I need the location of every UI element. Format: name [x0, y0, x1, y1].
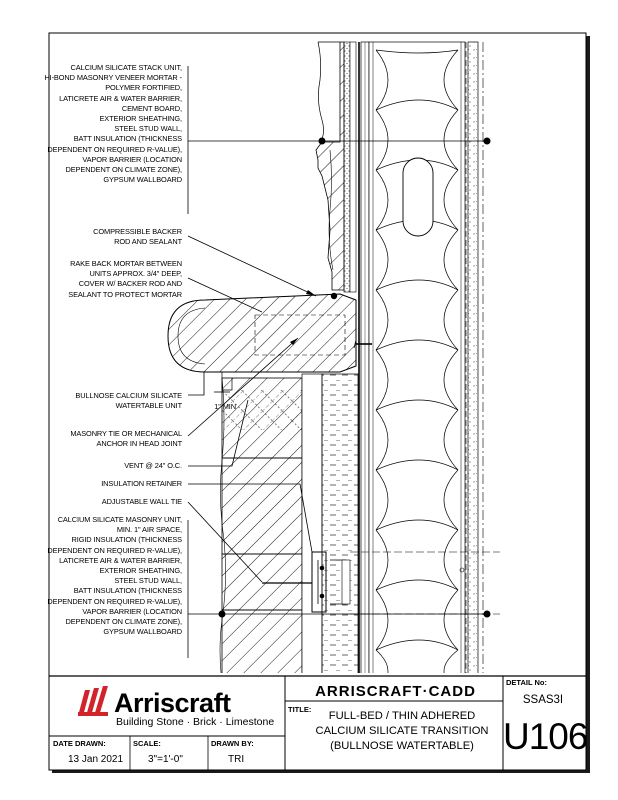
- cement-board-upper: [350, 42, 356, 292]
- note-vent: VENT @ 24" O.C.: [124, 461, 182, 470]
- rigid-insulation: [322, 374, 358, 682]
- company-title: ARRISCRAFT·CADD: [315, 683, 476, 700]
- date-value: 13 Jan 2021: [68, 754, 124, 765]
- brand-name: Arriscraft: [114, 688, 231, 718]
- note-top-assembly: CALCIUM SILICATE STACK UNIT, HI-BOND MASONRY VENEER MORTAR - POLYMER FORTIFIED, LATICRETE AIR & WATER BARRIER, CEMENT BOARD, EXTERIOR SHEATHING, STEEL STUD WALL, BATT INSULATION (THICKNESS DEPENDENT ON REQUIRED R-VALUE), VAPOR BARRIER (LOCATION DEPENDENT ON CLIMATE ZONE), GYPSUM WALLBOARD: [44, 63, 182, 185]
- gypsum-wallboard: [468, 42, 478, 682]
- drawn-by-label: DRAWN BY:: [211, 739, 254, 748]
- date-label: DATE DRAWN:: [53, 739, 106, 748]
- note-bottom-assembly: CALCIUM SILICATE MASONRY UNIT, MIN. 1" AIR SPACE, RIGID INSULATION (THICKNESS DEPENDENT ON REQUIRED R-VALUE), LATICRETE AIR & WATER BARRIER, EXTERIOR SHEATHING, STEEL STUD WALL, BATT INSULATION (THICKNESS DEPENDENT ON REQUIRED R-VALUE), VAPOR BARRIER (LOCATION DEPENDENT ON CLIMATE ZONE), GYPSUM WALLBOARD: [47, 515, 182, 637]
- note-bullnose: BULLNOSE CALCIUM SILICATE WATERTABLE UNIT: [75, 391, 182, 411]
- note-adjustable-tie: ADJUSTABLE WALL TIE: [101, 497, 182, 506]
- scale-label: SCALE:: [133, 739, 161, 748]
- note-backer-rod: COMPRESSIBLE BACKER ROD AND SEALANT: [93, 227, 182, 247]
- backer-rod: [331, 293, 337, 299]
- detail-label: DETAIL No:: [506, 678, 547, 687]
- lower-masonry-4: [222, 610, 302, 682]
- drawn-by-value: TRI: [228, 754, 245, 765]
- note-insulation-retainer: INSULATION RETAINER: [101, 479, 182, 488]
- sheet-number: U106: [503, 716, 588, 757]
- detail-number: SSAS3I: [522, 694, 564, 706]
- drawing-title: FULL-BED / THIN ADHERED CALCIUM SILICATE TRANSITION (BULLNOSE WATERTABLE): [315, 710, 489, 752]
- lower-masonry-2: [222, 458, 302, 554]
- note-masonry-tie: MASONRY TIE OR MECHANICAL ANCHOR IN HEAD JOINT: [70, 429, 182, 449]
- scale-value: 3"=1'-0": [148, 754, 183, 765]
- title-label: TITLE:: [288, 705, 312, 714]
- air-space: [302, 374, 322, 682]
- mortar-layer: [344, 42, 350, 292]
- stud-knockout: [403, 158, 433, 236]
- brand-tagline: Building Stone · Brick · Limestone: [116, 716, 275, 728]
- note-min-dimension: 1" MIN: [214, 402, 236, 411]
- note-rake-back: RAKE BACK MORTAR BETWEEN UNITS APPROX. 3/4" DEEP, COVER W/ BACKER ROD AND SEALANT TO PROTECT MORTAR: [68, 259, 182, 299]
- bullnose-watertable: [168, 294, 356, 372]
